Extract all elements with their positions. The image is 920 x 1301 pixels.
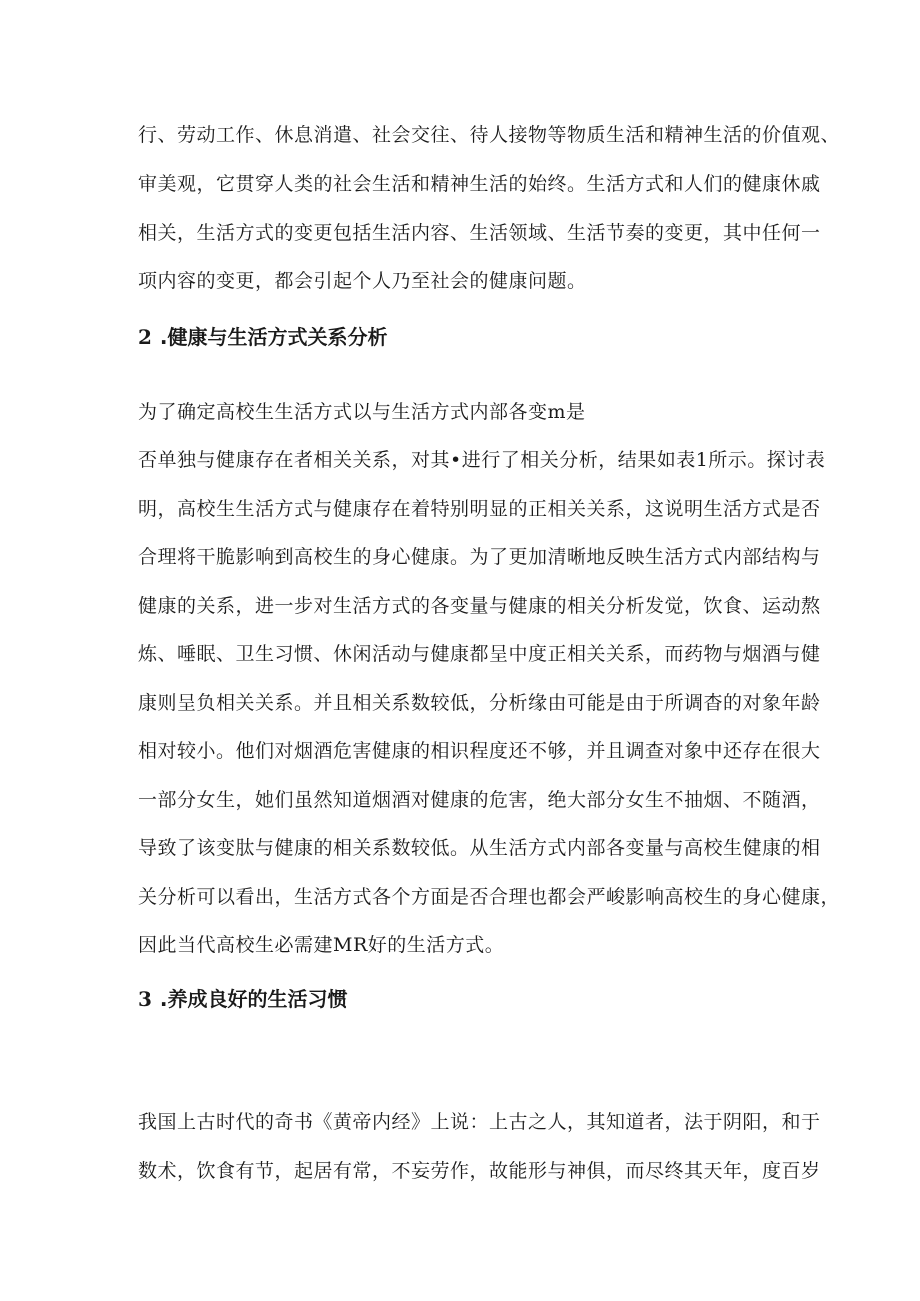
paragraph-2-line: 为了确定高校生生活方式以与生活方式内部各变m是	[138, 401, 586, 423]
paragraph-2-line: 导致了该变肽与健康的相关系数较低。从生活方式内部各变量与高校生健康的相	[138, 837, 821, 859]
paragraph-2-line: 否单独与健康存在者相关关系，对其•进行了相关分析，结果如表1所示。探讨表	[138, 449, 826, 471]
section-3-heading	[138, 986, 348, 1012]
paragraph-3-line: 数术，饮食有节，起居有常，不妄劳作，故能形与神俱，而尽终其天年，度百岁	[138, 1160, 821, 1182]
paragraph-2-line: 健康的关系，进一步对生活方式的各变量与健康的相关分析发觉，饮食、运动熬	[138, 595, 821, 617]
paragraph-2-line: 因此当代高校生必需建MR好的生活方式。	[138, 934, 505, 956]
paragraph-2-line: 相对较小。他们对烟酒危害健康的相识程度还不够，并且调查对象中还存在很大	[138, 740, 821, 762]
paragraph-2-line: 康则呈负相关关系。并且相关系数较低，分析缘由可能是由于所调杳的对象年龄	[138, 692, 821, 714]
paragraph-2-line: 明，高校生生活方式与健康存在着特别明显的正相关关系，这说明生活方式是否	[138, 498, 821, 520]
paragraph-1-line: 审美观，它贯穿人类的社会生活和精神生活的始终。生活方式和人们的健康休戚	[138, 173, 821, 195]
paragraph-3-line: 我国上古时代的奇书《黄帝内经》上说：上古之人，其知道者，法于阴阳，和于	[138, 1111, 821, 1133]
paragraph-2-line: 关分析可以看出，生活方式各个方面是否合理也都会严峻影响高校生的身心健康，	[138, 886, 841, 908]
section-2-number: 2	[138, 325, 152, 349]
paragraph-2-line: 炼、唾眠、卫生习惯、休闲活动与健康都呈中度正相关关系，而药物与烟酒与健	[138, 643, 821, 665]
paragraph-1-line: 项内容的变更，都会引起个人乃至社会的健康问题。	[138, 270, 587, 292]
section-2-title: .健康与生活方式关系分析	[159, 325, 388, 349]
paragraph-1-line: 行、劳动工作、休息消遣、社会交往、待人接物等物质生活和精神生活的价值观、	[138, 124, 841, 146]
section-3-title: .养成良好的生活习惯	[159, 987, 348, 1011]
section-3-number: 3	[138, 987, 152, 1011]
section-2-heading	[138, 324, 388, 350]
paragraph-2-line: 合理将干脆影响到高校生的身心健康。为了更加清晰地反映生活方式内部结构与	[138, 546, 821, 568]
paragraph-2-line: 一部分女生，她们虽然知道烟酒对健康的危害，绝大部分女生不抽烟、不随酒，	[138, 789, 821, 811]
paragraph-1-line: 相关，生活方式的变更包括生活内容、生活领域、生活节奏的变更，其中任何一	[138, 222, 821, 244]
